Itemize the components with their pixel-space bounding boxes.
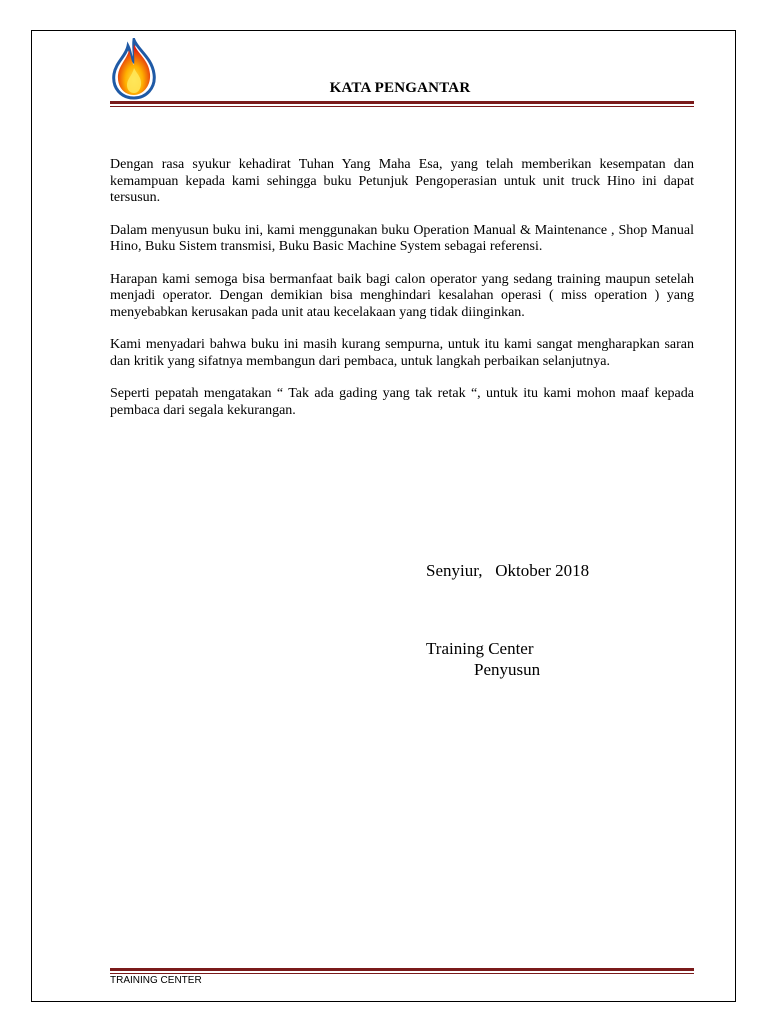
paragraph: Seperti pepatah mengatakan “ Tak ada gading yang tak retak “, untuk itu kami mohon maaf kepada pembaca dari segala kekurangan. <box>110 386 694 418</box>
signature-place-date: Senyiur, Oktober 2018 <box>426 561 590 580</box>
signature-organization: Training Center <box>426 639 534 658</box>
paragraph: Kami menyadari bahwa buku ini masih kurang sempurna, untuk itu kami sangat mengharapkan saran dan kritik yang sifatnya membangun dari pembaca, untuk langkah perbaikan selanjutnya. <box>110 337 694 369</box>
paragraph: Dalam menyusun buku ini, kami menggunakan buku Operation Manual & Maintenance , Shop Manual Hino, Buku Sistem transmisi, Buku Basic Machine System sebagai referensi. <box>110 222 694 254</box>
header-rule <box>110 101 694 104</box>
paragraph: Dengan rasa syukur kehadirat Tuhan Yang Maha Esa, yang telah memberikan kesempatan dan kemampuan kepada kami sehingga buku Petunjuk Pengoperasian untuk unit truck Hino ini dapat tersusun. <box>110 157 694 205</box>
footer-rule-thin <box>110 973 694 974</box>
flame-logo-icon <box>108 38 160 100</box>
footer-rule <box>110 968 694 971</box>
page-title: KATA PENGANTAR <box>329 80 471 96</box>
preface-body <box>110 157 694 435</box>
paragraph: Harapan kami semoga bisa bermanfaat baik bagi calon operator yang sedang training maupun setelah menjadi operator. Dengan demikian bisa menghindari kesalahan operasi ( miss operation ) yang menyebabkan kerusakan pada unit atau kecelakaan yang tidak diinginkan. <box>110 271 694 320</box>
signature-role: Penyusun <box>474 660 541 679</box>
footer-label: TRAINING CENTER <box>110 975 202 986</box>
header-rule-thin <box>110 106 694 107</box>
